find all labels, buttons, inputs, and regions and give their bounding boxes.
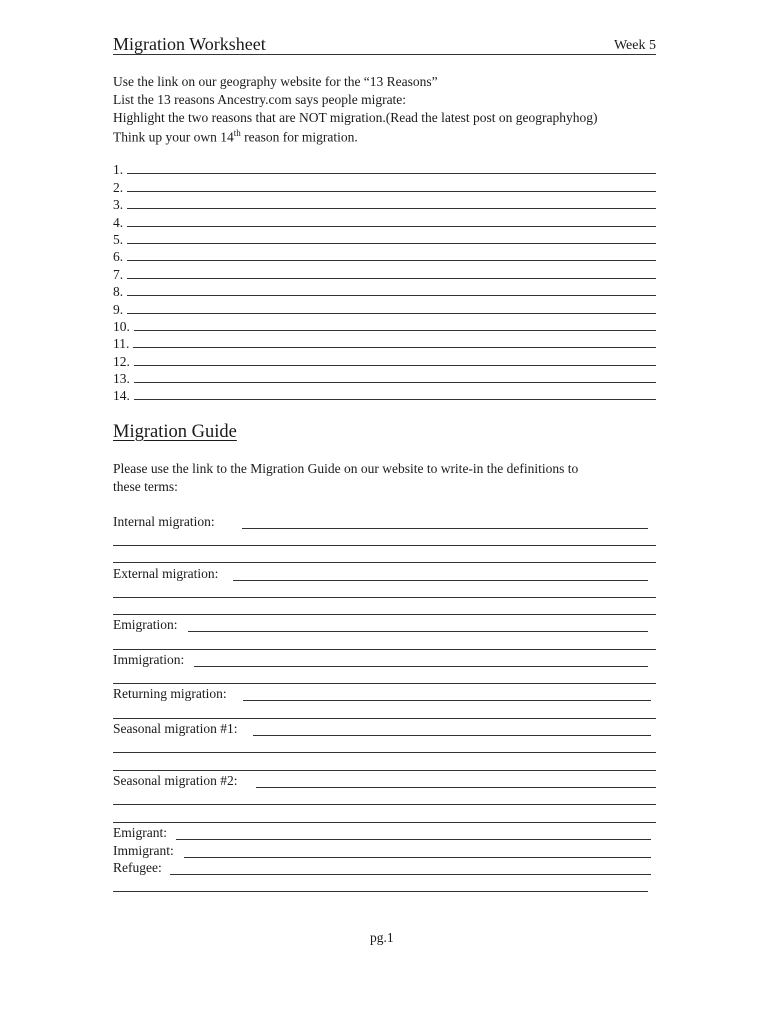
instruction-line-4: Think up your own 14th reason for migration.: [113, 128, 358, 145]
answer-line[interactable]: [113, 804, 656, 805]
answer-line[interactable]: [113, 683, 656, 684]
answer-line[interactable]: [127, 243, 656, 244]
reason-row[interactable]: 1.: [113, 159, 656, 176]
reason-row[interactable]: 5.: [113, 229, 656, 246]
reason-row[interactable]: 14.: [113, 385, 656, 402]
reason-row[interactable]: 12.: [113, 350, 656, 367]
answer-line[interactable]: [127, 208, 656, 209]
guide-instruction-line-1: Please use the link to the Migration Guide on our website to write-in the definitions to: [113, 461, 579, 476]
reason-row[interactable]: 9.: [113, 298, 656, 315]
reason-row[interactable]: 4.: [113, 211, 656, 228]
instruction-line-2: List the 13 reasons Ancestry.com says people migrate:: [113, 92, 407, 107]
answer-line[interactable]: [253, 735, 651, 736]
answer-line[interactable]: [113, 822, 656, 823]
title-underline: [113, 54, 656, 55]
answer-line[interactable]: [134, 399, 656, 400]
worksheet-title: Migration Worksheet: [113, 34, 266, 54]
instruction-line-1: Use the link on our geography website for the “13 Reasons”: [113, 74, 438, 89]
reason-row[interactable]: 10.: [113, 316, 656, 333]
answer-line[interactable]: [127, 173, 656, 174]
answer-line[interactable]: [134, 382, 656, 383]
answer-line[interactable]: [113, 770, 656, 771]
answer-line[interactable]: [113, 891, 648, 892]
guide-instruction-line-2: these terms:: [113, 479, 178, 494]
answer-line[interactable]: [127, 191, 656, 192]
answer-line[interactable]: [233, 580, 648, 581]
term-emigration: Emigration:: [113, 617, 178, 632]
answer-line[interactable]: [194, 666, 648, 667]
answer-line[interactable]: [127, 278, 656, 279]
answer-line[interactable]: [113, 545, 656, 546]
answer-line[interactable]: [184, 857, 651, 858]
answer-line[interactable]: [188, 631, 648, 632]
term-refugee: Refugee:: [113, 860, 162, 875]
term-external-migration: External migration:: [113, 566, 219, 581]
reason-row[interactable]: 8.: [113, 281, 656, 298]
term-internal-migration: Internal migration:: [113, 514, 215, 529]
page-number: pg.1: [370, 930, 394, 945]
answer-line[interactable]: [176, 839, 651, 840]
answer-line[interactable]: [134, 330, 656, 331]
guide-heading: Migration Guide: [113, 422, 237, 442]
answer-line[interactable]: [113, 614, 656, 615]
answer-line[interactable]: [113, 597, 656, 598]
term-returning-migration: Returning migration:: [113, 686, 227, 701]
term-seasonal-migration-2: Seasonal migration #2:: [113, 773, 238, 788]
term-seasonal-migration-1: Seasonal migration #1:: [113, 721, 238, 736]
answer-line[interactable]: [170, 874, 651, 875]
answer-line[interactable]: [127, 226, 656, 227]
term-immigrant: Immigrant:: [113, 843, 174, 858]
answer-line[interactable]: [134, 365, 656, 366]
answer-line[interactable]: [113, 752, 656, 753]
reason-row[interactable]: 3.: [113, 194, 656, 211]
term-immigration: Immigration:: [113, 652, 185, 667]
reasons-list: [113, 159, 656, 402]
answer-line[interactable]: [133, 347, 656, 348]
term-emigrant: Emigrant:: [113, 825, 167, 840]
answer-line[interactable]: [127, 313, 656, 314]
week-label: Week 5: [613, 38, 656, 53]
answer-line[interactable]: [127, 295, 656, 296]
reason-row[interactable]: 13.: [113, 368, 656, 385]
answer-line[interactable]: [243, 700, 651, 701]
answer-line[interactable]: [113, 649, 656, 650]
answer-line[interactable]: [242, 528, 648, 529]
reason-row[interactable]: 2.: [113, 176, 656, 193]
reason-row[interactable]: 7.: [113, 263, 656, 280]
answer-line[interactable]: [113, 718, 656, 719]
reason-row[interactable]: 11.: [113, 333, 656, 350]
answer-line[interactable]: [113, 562, 656, 563]
answer-line[interactable]: [127, 260, 656, 261]
instruction-line-3: Highlight the two reasons that are NOT migration.(Read the latest post on geographyhog): [113, 110, 598, 125]
answer-line[interactable]: [256, 787, 656, 788]
reason-row[interactable]: 6.: [113, 246, 656, 263]
